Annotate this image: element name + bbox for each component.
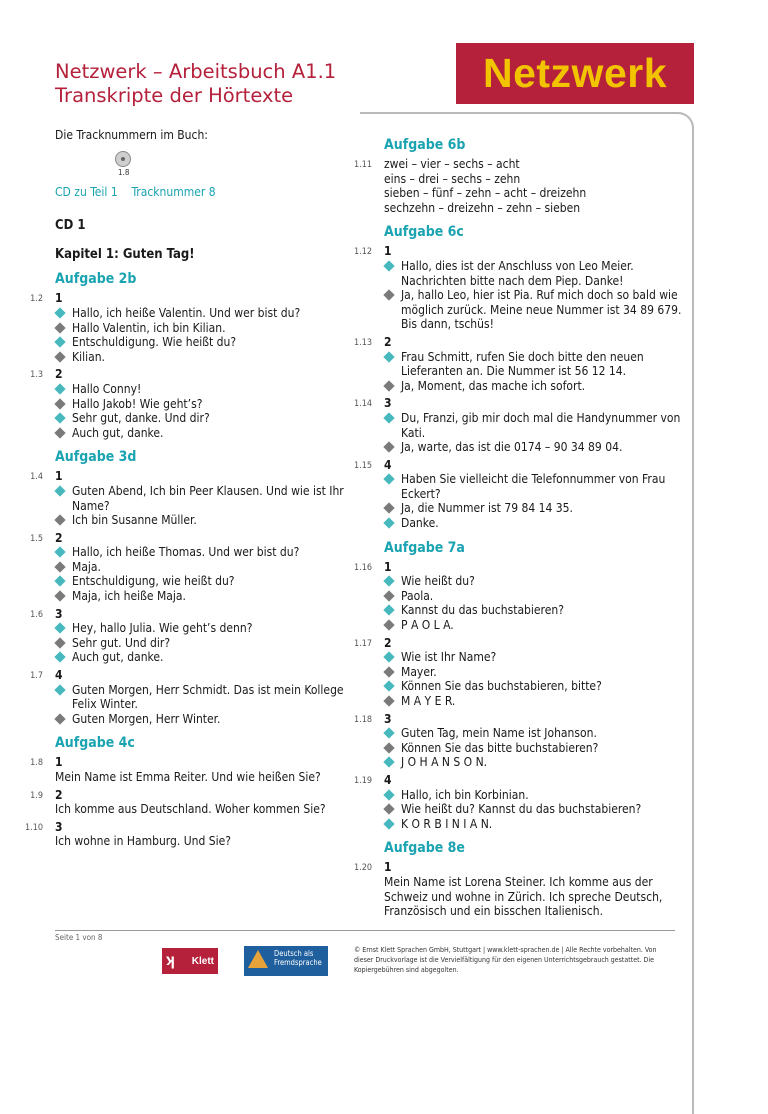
track-number: 1.12 <box>353 247 372 258</box>
dialog-text: Ich komme aus Deutschland. Woher kommen Sie? <box>55 802 326 817</box>
dialog-text: sechzehn – dreizehn – zehn – sieben <box>384 200 581 215</box>
track-number: 1.14 <box>353 399 372 410</box>
dialog-number: 4 <box>55 668 63 683</box>
klett-logo-text: Klett <box>191 955 214 967</box>
dialog-text: Mayer. <box>401 664 437 679</box>
dialog-text: Hallo, ich bin Korbinian. <box>401 787 529 802</box>
dialog-line <box>384 440 684 455</box>
left-column <box>24 128 350 849</box>
dialog-number: 2 <box>55 787 63 802</box>
dialog-number: 1 <box>384 860 392 875</box>
track-number: 1.2 <box>30 294 43 305</box>
dialog-text: Ich bin Susanne Müller. <box>72 513 197 528</box>
dialog-line <box>384 350 684 379</box>
intro-text: Die Tracknummern im Buch: <box>55 128 208 142</box>
dialog-text: Mein Name ist Lorena Steiner. Ich komme aus der Schweiz und wohne in Zürich. Ich spreche Deutsch, Französisch und ein bisschen Italienisch. <box>384 874 663 919</box>
speaker-b-diamond-icon <box>383 590 394 601</box>
dialog-line <box>384 574 684 589</box>
track-number: 1.20 <box>353 863 372 874</box>
track-number: 1.3 <box>30 370 43 381</box>
speaker-a-diamond-icon <box>54 412 65 423</box>
cd-legend <box>55 185 350 200</box>
dialog-line <box>384 501 684 516</box>
track-number: 1.4 <box>30 472 43 483</box>
dialog-line <box>384 650 684 665</box>
chapter-heading: Kapitel 1: Guten Tag! <box>55 246 195 262</box>
track-number: 1.18 <box>353 714 372 725</box>
dialog-line <box>384 379 684 394</box>
dialog-line <box>384 472 684 501</box>
dialog-line <box>384 802 684 817</box>
dialog-line <box>384 679 684 694</box>
dialog-line <box>384 726 684 741</box>
dialog-number: 2 <box>55 530 63 545</box>
dialog-text: Hallo, dies ist der Anschluss von Leo Meier. Nachrichten bitte nach dem Piep. Danke! <box>401 258 634 288</box>
dialog-line <box>384 618 684 633</box>
netzwerk-logo: Netzwerk <box>456 43 694 104</box>
dialog-text: Auch gut, danke. <box>72 425 164 440</box>
dialog-text: Sehr gut, danke. Und dir? <box>72 411 210 426</box>
klett-logo <box>162 948 218 974</box>
dialog-line <box>55 683 350 712</box>
cd-label: CD zu Teil 1 <box>55 184 118 199</box>
dialog-text: Hey, hallo Julia. Wie geht’s denn? <box>72 621 253 636</box>
dialog-text: Guten Tag, mein Name ist Johanson. <box>401 726 597 741</box>
speaker-b-diamond-icon <box>54 398 65 409</box>
dialog-text: Ja, die Nummer ist 79 84 14 35. <box>401 501 573 516</box>
speaker-b-diamond-icon <box>54 427 65 438</box>
task-heading: Aufgabe 8e <box>384 840 465 857</box>
daf-logo: Deutsch als Fremdsprache <box>244 946 328 976</box>
speaker-a-diamond-icon <box>54 485 65 496</box>
dialog-line <box>55 802 350 817</box>
dialog-line <box>384 788 684 803</box>
dialog-line <box>384 694 684 709</box>
speaker-a-diamond-icon <box>383 818 394 829</box>
dialog-number: 3 <box>55 606 63 621</box>
speaker-b-diamond-icon <box>54 637 65 648</box>
speaker-b-diamond-icon <box>54 713 65 724</box>
dialog-text: Hallo Jakob! Wie geht’s? <box>72 396 203 411</box>
dialog-line <box>384 157 684 172</box>
dialog-line <box>55 350 350 365</box>
track-block <box>353 157 684 215</box>
dialog-text: Ja, Moment, das mache ich sofort. <box>401 378 586 393</box>
track-block <box>30 606 350 665</box>
dialog-number: 4 <box>384 457 392 472</box>
dialog-text: sieben – fünf – zehn – acht – dreizehn <box>384 186 587 201</box>
dialog-text: Guten Abend, Ich bin Peer Klausen. Und wie ist Ihr Name? <box>72 483 344 513</box>
dialog-line <box>55 411 350 426</box>
dialog-text: Hallo Valentin, ich bin Kilian. <box>72 320 226 335</box>
speaker-b-diamond-icon <box>383 666 394 677</box>
track-block <box>30 668 350 726</box>
dialog-line <box>384 186 684 201</box>
speaker-b-diamond-icon <box>383 503 394 514</box>
speaker-b-diamond-icon <box>54 514 65 525</box>
dialog-text: Maja, ich heiße Maja. <box>72 589 186 604</box>
dialog-line <box>55 636 350 651</box>
task-heading: Aufgabe 6c <box>384 224 464 241</box>
dialog-line <box>384 516 684 531</box>
dialog-text: Hallo, ich heiße Thomas. Und wer bist du? <box>72 545 300 560</box>
page-number: Seite 1 von 8 <box>55 933 103 942</box>
dialog-text: M A Y E R. <box>401 694 456 708</box>
dialog-text: Wie heißt du? <box>401 574 475 589</box>
dialog-text: Kannst du das buchstabieren? <box>401 603 564 618</box>
dialog-text: J O H A N S O N. <box>401 755 488 770</box>
speaker-a-diamond-icon <box>383 652 394 663</box>
speaker-a-diamond-icon <box>383 681 394 692</box>
speaker-b-diamond-icon <box>383 742 394 753</box>
dialog-number: 3 <box>384 396 392 411</box>
cd-disc-number: 1.8 <box>118 167 130 177</box>
track-block <box>30 755 350 784</box>
speaker-a-diamond-icon <box>54 623 65 634</box>
speaker-b-diamond-icon <box>54 590 65 601</box>
track-block <box>30 787 350 817</box>
speaker-a-diamond-icon <box>383 605 394 616</box>
dialog-line <box>384 411 684 440</box>
dialog-line <box>384 172 684 187</box>
dialog-text: Hallo, ich heiße Valentin. Und wer bist du? <box>72 305 301 320</box>
speaker-b-diamond-icon <box>54 351 65 362</box>
task-heading: Aufgabe 4c <box>55 735 135 752</box>
track-number: 1.17 <box>353 638 372 649</box>
dialog-line <box>55 834 350 849</box>
track-block <box>30 367 350 440</box>
speaker-a-diamond-icon <box>383 517 394 528</box>
dialog-text: Mein Name ist Emma Reiter. Und wie heißen Sie? <box>55 770 321 784</box>
dialog-text: P A O L A. <box>401 618 454 633</box>
dialog-text: Paola. <box>401 588 434 603</box>
task-heading: Aufgabe 7a <box>384 539 465 556</box>
dialog-text: Entschuldigung, wie heißt du? <box>72 574 235 589</box>
dialog-line <box>384 755 684 770</box>
dialog-line <box>384 875 684 919</box>
speaker-a-diamond-icon <box>54 652 65 663</box>
dialog-line <box>55 560 350 575</box>
track-label: Tracknummer 8 <box>131 184 216 199</box>
speaker-a-diamond-icon <box>383 576 394 587</box>
track-number: 1.8 <box>30 758 43 769</box>
dialog-text: Guten Morgen, Herr Winter. <box>72 711 221 726</box>
dialog-text: eins – drei – sechs – zehn <box>384 171 521 186</box>
dialog-text: zwei – vier – sechs – acht <box>384 157 520 171</box>
track-block <box>353 334 684 393</box>
track-block <box>30 530 350 604</box>
dialog-number: 2 <box>384 334 392 349</box>
speaker-a-diamond-icon <box>383 260 394 271</box>
speaker-b-diamond-icon <box>383 380 394 391</box>
dialog-text: Entschuldigung. Wie heißt du? <box>72 335 237 350</box>
dialog-line <box>55 321 350 336</box>
dialog-line <box>55 545 350 560</box>
dialog-text: Wie heißt du? Kannst du das buchstabieren? <box>401 802 642 817</box>
dialog-line <box>384 741 684 756</box>
track-number: 1.11 <box>353 160 372 170</box>
track-block <box>353 457 684 531</box>
right-column <box>353 128 684 919</box>
dialog-text: Können Sie das buchstabieren, bitte? <box>401 679 602 694</box>
dialog-text: Können Sie das bitte buchstabieren? <box>401 740 599 755</box>
speaker-a-diamond-icon <box>383 474 394 485</box>
track-number: 1.16 <box>353 562 372 573</box>
dialog-text: Maja. <box>72 559 101 574</box>
speaker-a-diamond-icon <box>54 576 65 587</box>
track-block <box>30 291 350 364</box>
speaker-b-diamond-icon <box>54 322 65 333</box>
title-line-2: Transkripte der Hörtexte <box>55 84 294 107</box>
dialog-line <box>55 426 350 441</box>
dialog-number: 1 <box>55 291 63 306</box>
track-number: 1.19 <box>353 775 372 786</box>
left-sections <box>24 270 350 849</box>
dialog-line <box>384 817 684 832</box>
dialog-line <box>55 589 350 604</box>
task-heading: Aufgabe 2b <box>55 271 137 288</box>
dialog-line <box>55 650 350 665</box>
task-heading: Aufgabe 3d <box>55 449 137 466</box>
dialog-text: Sehr gut. Und dir? <box>72 635 171 650</box>
dialog-line <box>384 665 684 680</box>
dialog-line <box>55 335 350 350</box>
dialog-text: Ja, warte, das ist die 0174 – 90 34 89 04. <box>401 440 623 455</box>
klett-mark-icon: ʞ <box>166 952 175 969</box>
track-number: 1.7 <box>30 671 43 682</box>
track-number: 1.10 <box>24 822 43 833</box>
dialog-line <box>55 574 350 589</box>
dialog-number: 1 <box>55 469 63 484</box>
dialog-line <box>55 770 350 785</box>
track-number: 1.5 <box>30 533 43 544</box>
dialog-line <box>55 513 350 528</box>
dialog-number: 1 <box>55 755 63 770</box>
dialog-line <box>384 201 684 216</box>
copyright-text: © Ernst Klett Sprachen GmbH, Stuttgart | www.klett-sprachen.de | Alle Rechte vorbehalten. Von dieser Druckvorlage ist die Vervielfältigung für den eigenen Unterrichtsgebrauch gestattet. Die Kopiergebühren sind abgegolten. <box>354 946 657 974</box>
speaker-b-diamond-icon <box>383 695 394 706</box>
track-block <box>353 711 684 770</box>
speaker-b-diamond-icon <box>383 803 394 814</box>
track-number: 1.9 <box>30 790 43 801</box>
task-heading: Aufgabe 6b <box>384 137 466 153</box>
dialog-line <box>55 712 350 727</box>
dialog-text: Kilian. <box>72 349 105 364</box>
track-number: 1.15 <box>353 460 372 471</box>
dialog-text: K O R B I N I A N. <box>401 816 493 831</box>
track-block <box>30 469 350 528</box>
dialog-line <box>55 484 350 513</box>
speaker-a-diamond-icon <box>54 547 65 558</box>
dialog-line <box>55 382 350 397</box>
speaker-a-diamond-icon <box>383 351 394 362</box>
speaker-a-diamond-icon <box>383 728 394 739</box>
track-block <box>353 559 684 633</box>
speaker-a-diamond-icon <box>383 757 394 768</box>
dialog-number: 4 <box>384 772 392 787</box>
dialog-line <box>384 589 684 604</box>
speaker-a-diamond-icon <box>54 336 65 347</box>
dialog-line <box>384 288 684 332</box>
dialog-line <box>384 603 684 618</box>
dialog-text: Du, Franzi, gib mir doch mal die Handynummer von Kati. <box>401 410 681 440</box>
page-title <box>55 60 336 108</box>
speaker-a-diamond-icon <box>54 383 65 394</box>
track-block <box>24 819 350 849</box>
dialog-text: Wie ist Ihr Name? <box>401 650 497 665</box>
dialog-text: Hallo Conny! <box>72 381 142 396</box>
speaker-b-diamond-icon <box>54 561 65 572</box>
speaker-b-diamond-icon <box>383 441 394 452</box>
dialog-number: 2 <box>55 367 63 382</box>
dialog-text: Frau Schmitt, rufen Sie doch bitte den neuen Lieferanten an. Die Nummer ist 56 12 14. <box>401 349 644 379</box>
track-block <box>353 860 684 919</box>
cd-heading: CD 1 <box>55 218 86 234</box>
track-number: 1.6 <box>30 609 43 620</box>
dialog-text: Guten Morgen, Herr Schmidt. Das ist mein Kollege Felix Winter. <box>72 682 344 712</box>
speaker-a-diamond-icon <box>383 789 394 800</box>
cd-example <box>55 149 350 185</box>
dialog-number: 1 <box>384 559 392 574</box>
speaker-a-diamond-icon <box>54 307 65 318</box>
dialog-text: Danke. <box>401 516 439 531</box>
speaker-b-diamond-icon <box>383 619 394 630</box>
dialog-text: Ich wohne in Hamburg. Und Sie? <box>55 834 232 849</box>
dialog-number: 1 <box>384 244 392 259</box>
track-block <box>353 396 684 455</box>
track-block <box>353 244 684 332</box>
title-line-1: Netzwerk – Arbeitsbuch A1.1 <box>55 60 337 83</box>
speaker-a-diamond-icon <box>383 412 394 423</box>
dialog-number: 3 <box>384 711 392 726</box>
dialog-line <box>55 306 350 321</box>
dialog-line <box>384 259 684 288</box>
speaker-a-diamond-icon <box>54 684 65 695</box>
track-block <box>353 772 684 831</box>
dialog-text: Ja, hallo Leo, hier ist Pia. Ruf mich doch so bald wie möglich zurück. Meine neue Nummer ist 34 89 679. Bis dann, tschüs! <box>401 288 682 332</box>
track-block <box>353 635 684 709</box>
speaker-b-diamond-icon <box>383 289 394 300</box>
right-sections <box>353 136 684 919</box>
track-number: 1.13 <box>353 337 372 348</box>
footer-divider <box>55 930 675 931</box>
dialog-text: Auch gut, danke. <box>72 650 164 665</box>
dialog-number: 2 <box>384 635 392 650</box>
dialog-line <box>55 621 350 636</box>
dialog-number: 3 <box>55 819 63 834</box>
dialog-line <box>55 397 350 412</box>
cd-disc-icon <box>115 151 131 167</box>
dialog-text: Haben Sie vielleicht die Telefonnummer von Frau Eckert? <box>401 472 666 501</box>
